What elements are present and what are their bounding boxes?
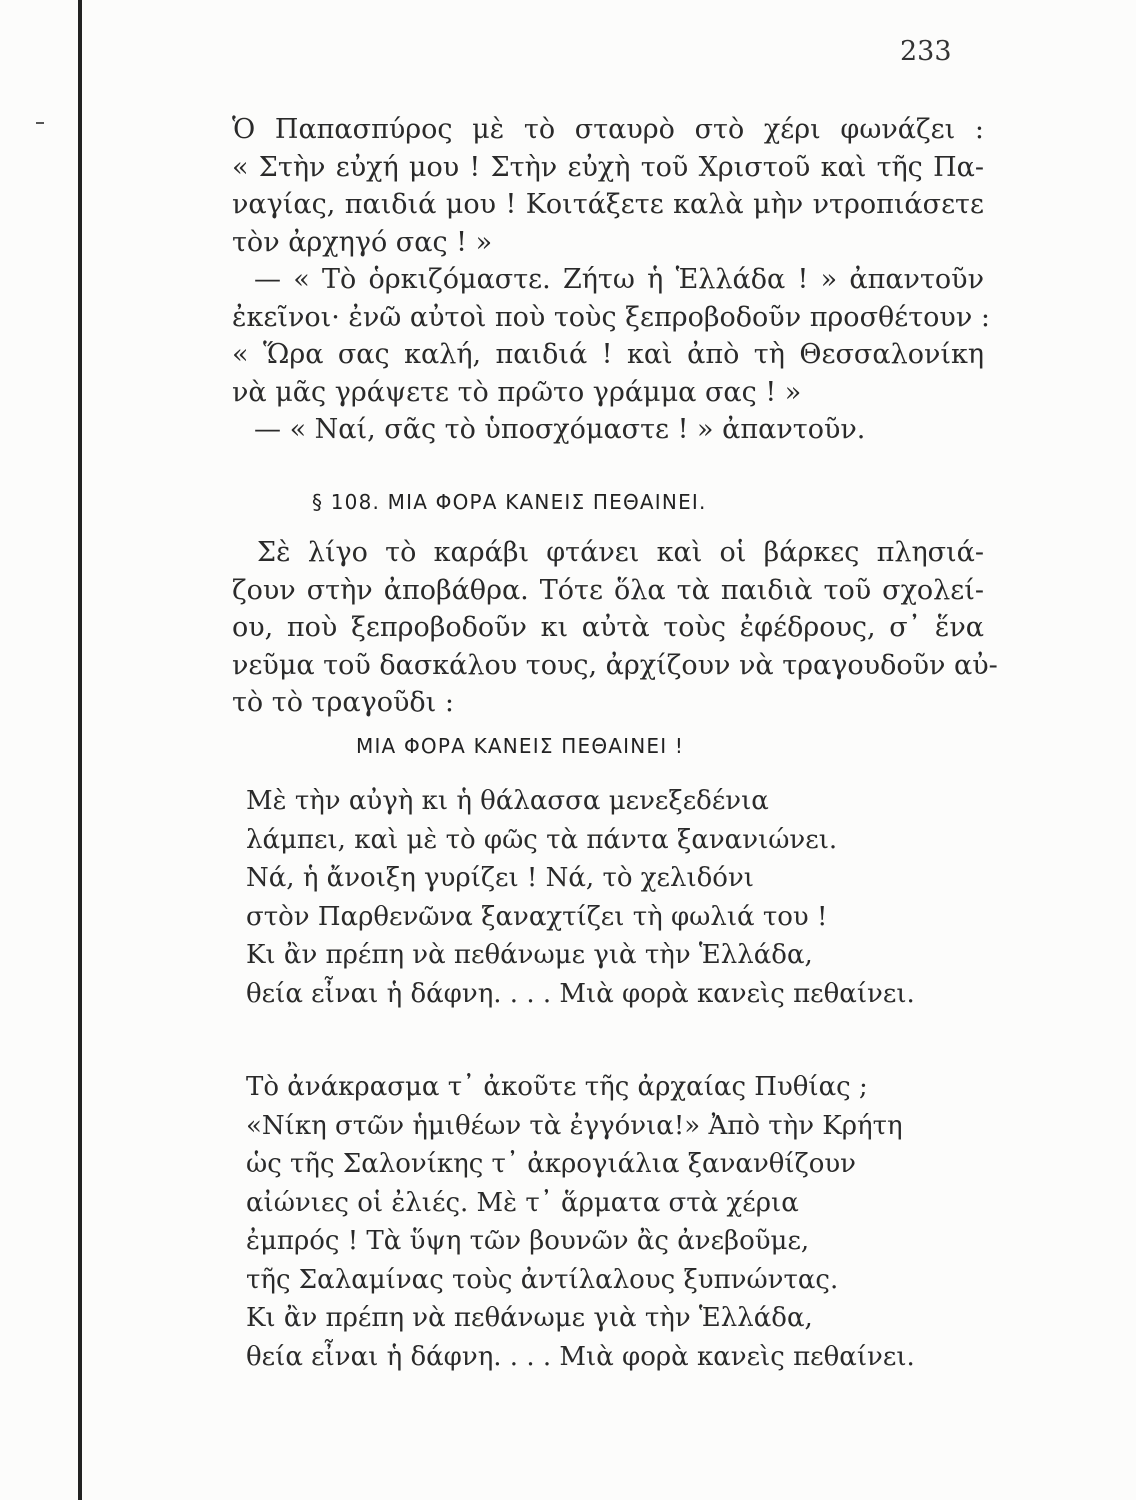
section-heading: § 108. ΜΙΑ ΦΟΡΑ ΚΑΝΕΙΣ ΠΕΘΑΙΝΕΙ.	[312, 490, 707, 514]
verse-line: λάμπει, καὶ μὲ τὸ φῶς τὰ πάντα ξανανιώνει.	[246, 824, 838, 855]
verse-line: ἐμπρός ! Τὰ ὕψη τῶν βουνῶν ἂς ἀνεβοῦμε,	[246, 1226, 810, 1256]
verse-line: Νά, ἡ ἄνοιξη γυρίζει ! Νά, τὸ χελιδόνι	[246, 863, 754, 893]
text-line: ου, ποὺ ξεπροβοδοῦν κι αὐτὰ τοὺς ἐφέδρους, σ᾽ ἕνα	[232, 612, 984, 643]
verse-line: θεία εἶναι ἡ δάφνη. . . . Μιὰ φορὰ κανεὶς πεθαίνει.	[246, 978, 915, 1009]
verse-line: αἰώνιες οἱ ἐλιές. Μὲ τ᾽ ἅρματα στὰ χέρια	[246, 1187, 799, 1218]
paragraph-1	[232, 111, 990, 449]
verse-line: «Νίκη στῶν ἡμιθέων τὰ ἐγγόνια!» Ἀπὸ τὴν Κρήτη	[246, 1110, 903, 1141]
verse-line: Τὸ ἀνάκρασμα τ᾽ ἀκοῦτε τῆς ἀρχαίας Πυθίας ;	[246, 1072, 868, 1102]
text-line: τὸν ἀρχηγό σας ! »	[232, 226, 493, 258]
text-line: — « Τὸ ὁρκιζόμαστε. Ζήτω ἡ Ἑλλάδα ! » ἀπαντοῦν	[254, 264, 984, 295]
text-line: ναγίας, παιδιά μου ! Κοιτάξετε καλὰ μὴν ντροπιάσετε	[232, 189, 984, 220]
song-stanza-1	[246, 782, 915, 1013]
text-line: νεῦμα τοῦ δασκάλου τους, ἀρχίζουν νὰ τραγουδοῦν αὐ-	[232, 649, 998, 681]
page-binding-edge	[78, 0, 82, 1500]
text-line: Ὁ Παπασπύρος μὲ τὸ σταυρὸ στὸ χέρι φωνάζει :	[232, 114, 984, 145]
text-line: « Ὥρα σας καλή, παιδιά ! καὶ ἀπὸ τὴ Θεσσαλονίκη	[232, 339, 984, 370]
verse-line: Κι ἂν πρέπη νὰ πεθάνωμε γιὰ τὴν Ἑλλάδα,	[246, 940, 813, 970]
text-line: Σὲ λίγο τὸ καράβι φτάνει καὶ οἱ βάρκες πλησιά-	[257, 537, 984, 568]
verse-line: θεία εἶναι ἡ δάφνη. . . . Μιὰ φορὰ κανεὶς πεθαίνει.	[246, 1341, 915, 1372]
text-line: τὸ τὸ τραγοῦδι :	[232, 687, 454, 718]
verse-line: Μὲ τὴν αὐγὴ κι ἡ θάλασσα μενεξεδένια	[246, 786, 769, 816]
verse-line: ὡς τῆς Σαλονίκης τ᾽ ἀκρογιάλια ξανανθίζουν	[246, 1149, 856, 1179]
song-title: ΜΙΑ ΦΟΡΑ ΚΑΝΕΙΣ ΠΕΘΑΙΝΕΙ !	[356, 734, 685, 758]
text-line: ζουν στὴν ἀποβάθρα. Τότε ὅλα τὰ παιδιὰ τοῦ σχολεί-	[232, 574, 984, 606]
text-line: νὰ μᾶς γράψετε τὸ πρῶτο γράμμα σας ! »	[232, 376, 802, 408]
song-stanza-2	[246, 1068, 915, 1376]
text-line: — « Ναί, σᾶς τὸ ὑποσχόμαστε ! » ἀπαντοῦν.	[254, 414, 866, 445]
verse-line: στὸν Παρθενῶνα ξαναχτίζει τὴ φωλιά του !	[246, 901, 828, 932]
text-line: ἐκεῖνοι· ἐνῶ αὐτοὶ ποὺ τοὺς ξεπροβοδοῦν προσθέτουν :	[232, 301, 990, 333]
paragraph-2	[232, 534, 998, 722]
verse-line: Κι ἂν πρέπη νὰ πεθάνωμε γιὰ τὴν Ἑλλάδα,	[246, 1303, 813, 1333]
verse-line: τῆς Σαλαμίνας τοὺς ἀντίλαλους ξυπνώντας.	[246, 1264, 839, 1295]
margin-mark	[36, 122, 44, 124]
page-number: 233	[900, 36, 952, 67]
text-line: « Στὴν εὐχή μου ! Στὴν εὐχὴ τοῦ Χριστοῦ καὶ τῆς Πα-	[232, 151, 984, 183]
